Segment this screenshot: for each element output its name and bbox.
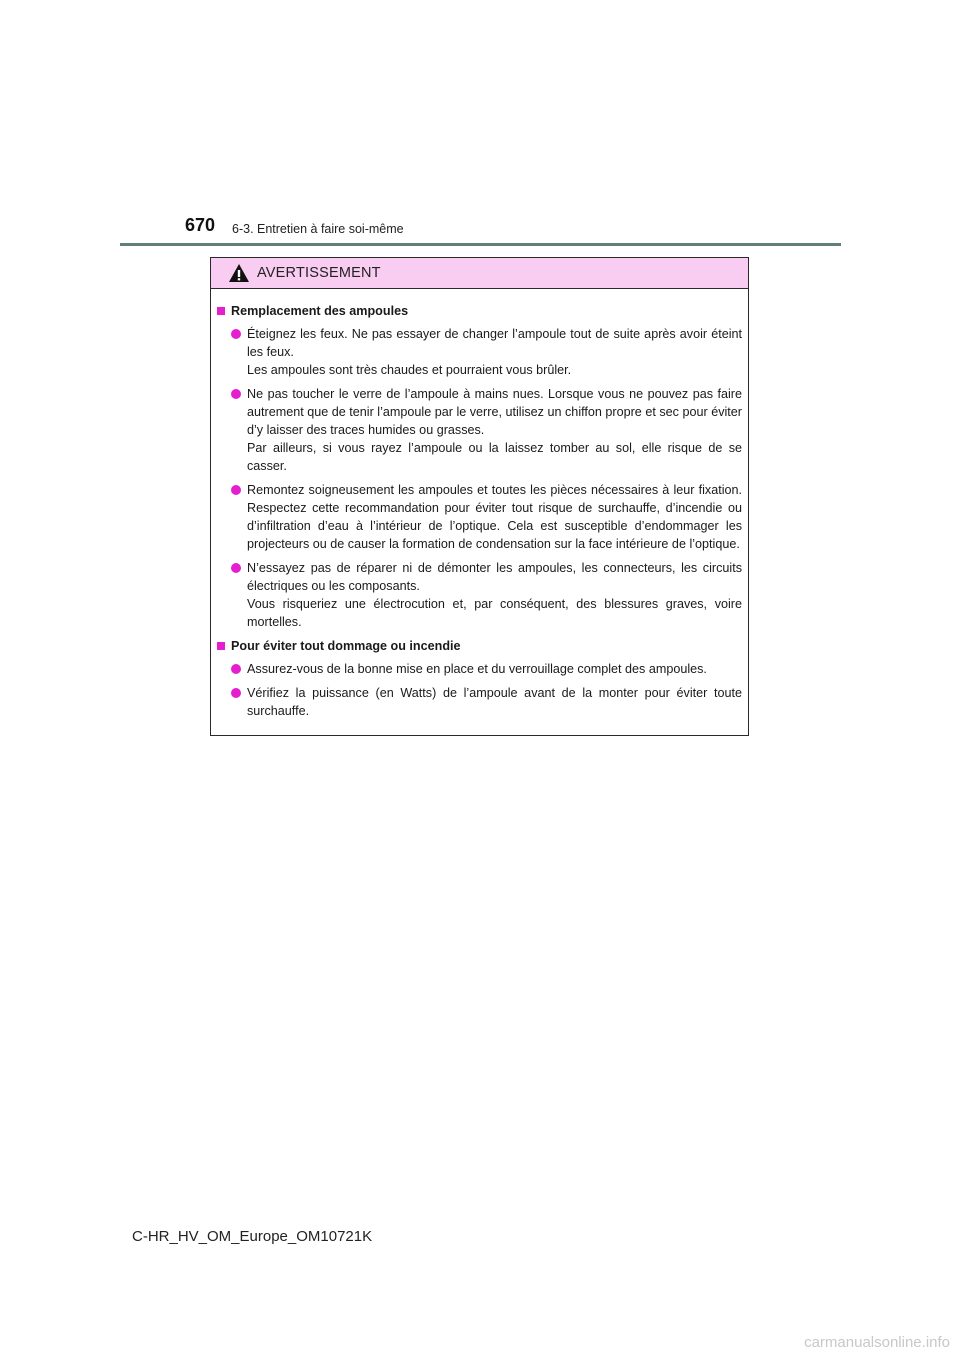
list-item-text: [247, 660, 742, 678]
list-item-text: [247, 385, 742, 475]
page-number: 670: [185, 215, 216, 235]
round-bullet-icon: [231, 485, 241, 495]
header-rule: [120, 243, 841, 246]
section-heading: [217, 637, 742, 655]
warning-header: [211, 258, 748, 289]
list-item: [231, 481, 742, 553]
list-item: [231, 660, 742, 678]
paragraph: Assurez-vous de la bonne mise en place et du verrouillage complet des ampoules.: [247, 662, 707, 676]
paragraph: Remontez soigneusement les ampoules et toutes les pièces nécessaires à leur fixation. Respectez cette recommandation pour éviter tout risque de surchauffe, d’incendie ou d’infiltration d’eau à l’intérieur de l’optique. Cela est susceptible d’endommager les projecteurs ou de causer la formation de condensation sur la face intérieure de l’optique.: [247, 483, 742, 551]
list-item: [231, 325, 742, 379]
paragraph: Éteignez les feux. Ne pas essayer de changer l’ampoule tout de suite après avoir éteint les feux.: [247, 327, 742, 359]
round-bullet-icon: [231, 389, 241, 399]
list-item-text: [247, 481, 742, 553]
section-title: 6-3. Entretien à faire soi-même: [232, 222, 404, 236]
round-bullet-icon: [231, 329, 241, 339]
list-item-text: [247, 559, 742, 631]
paragraph: Vous risqueriez une électrocution et, par conséquent, des blessures graves, voire mortelles.: [247, 597, 742, 629]
list-item: [231, 559, 742, 631]
square-bullet-icon: [217, 307, 225, 315]
warning-body: [211, 289, 748, 720]
list-item: [231, 684, 742, 720]
section-heading: [217, 302, 742, 320]
square-bullet-icon: [217, 642, 225, 650]
watermark: carmanualsonline.info: [804, 1334, 950, 1351]
warning-title: AVERTISSEMENT: [257, 265, 381, 281]
paragraph: Par ailleurs, si vous rayez l’ampoule ou la laissez tomber au sol, elle risque de se casser.: [247, 441, 742, 473]
list-item-text: [247, 325, 742, 379]
round-bullet-icon: [231, 688, 241, 698]
document-code: C-HR_HV_OM_Europe_OM10721K: [132, 1228, 373, 1245]
section-heading-text: Pour éviter tout dommage ou incendie: [231, 639, 461, 653]
section-heading-text: Remplacement des ampoules: [231, 304, 409, 318]
round-bullet-icon: [231, 563, 241, 573]
list-item: [231, 385, 742, 475]
list-item-text: [247, 684, 742, 720]
paragraph: Les ampoules sont très chaudes et pourraient vous brûler.: [247, 363, 572, 377]
round-bullet-icon: [231, 664, 241, 674]
warning-box: [210, 257, 749, 736]
paragraph: N’essayez pas de réparer ni de démonter les ampoules, les connecteurs, les circuits électriques ou les composants.: [247, 561, 742, 593]
warning-triangle-icon: [228, 263, 250, 283]
paragraph: Vérifiez la puissance (en Watts) de l’ampoule avant de la monter pour éviter toute surchauffe.: [247, 686, 742, 718]
paragraph: Ne pas toucher le verre de l’ampoule à mains nues. Lorsque vous ne pouvez pas faire autrement que de tenir l’ampoule par le verre, utilisez un chiffon propre et sec pour éviter d’y laisser des traces humides ou grasses.: [247, 387, 742, 437]
